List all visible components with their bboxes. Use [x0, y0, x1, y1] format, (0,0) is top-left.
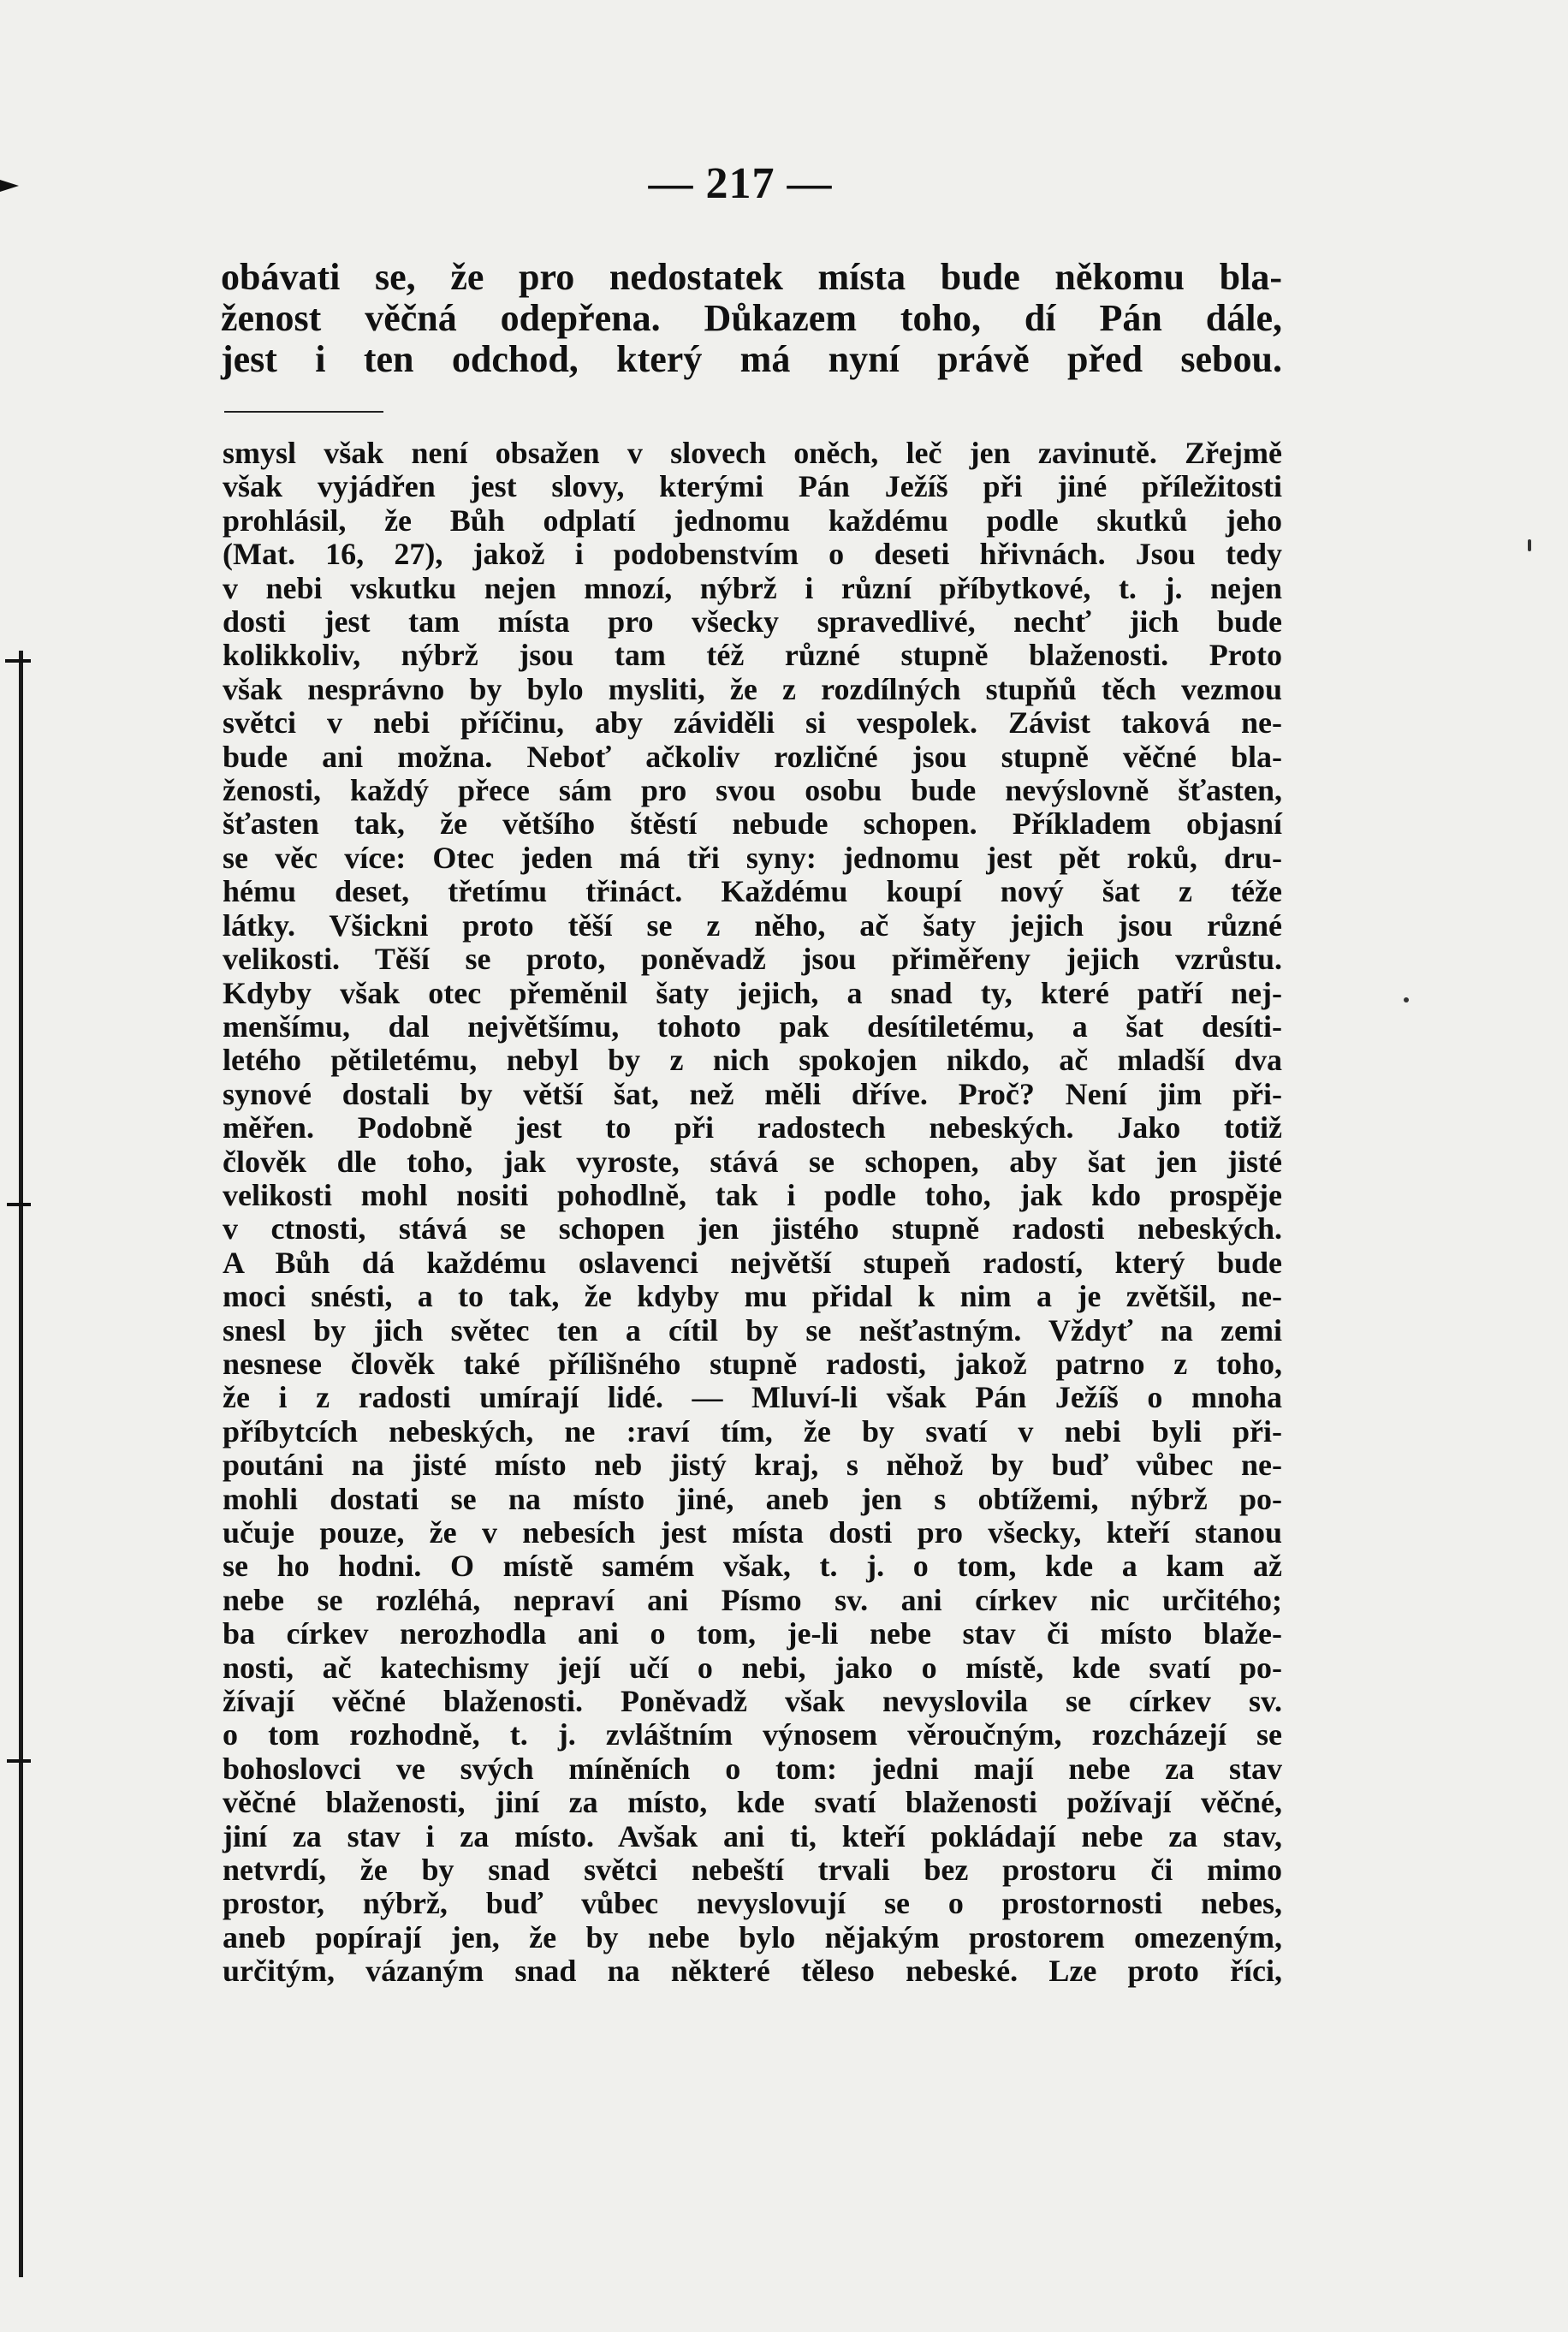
margin-tick-mark: [5, 659, 31, 663]
footnote-line: (Mat. 16, 27), jakož i podobenstvím o deseti hřivnách. Jsou tedy: [223, 537, 1282, 572]
footnote-line: netvrdí, že by snad světci nebeští trvali bez prostoru či mimo: [223, 1853, 1282, 1888]
footnote-line: šťasten tak, že většího štěstí nebude schopen. Příkladem objasní: [223, 806, 1282, 842]
footnote-line: nebe se rozléhá, nepraví ani Písmo sv. ani církev nic určitého;: [223, 1582, 1282, 1617]
footnote-line: snesl by jich světec ten a cítil by se nešťastným. Vždyť na zemi: [223, 1312, 1282, 1347]
footnote-line: bohoslovci ve svých míněních o tom: jedni mají nebe za stav: [223, 1751, 1282, 1786]
main-text: [221, 257, 1282, 380]
footnote-line: věčné blaženosti, jiní za místo, kde svatí blaženosti požívají věčné,: [223, 1785, 1282, 1820]
footnote-line: kolikkoliv, nýbrž jsou tam též různé stupně blaženosti. Proto: [223, 638, 1282, 673]
footnote-line: učuje pouze, že v nebesích jest místa dosti pro všecky, kteří stanou: [223, 1515, 1282, 1550]
footnote-line: menšímu, dal největšímu, tohoto pak desítiletému, a šat desíti-: [223, 1008, 1282, 1044]
footnote-line: velikosti. Těší se proto, poněvadž jsou přiměřeny jejich vzrůstu.: [223, 942, 1282, 977]
footnote-line: velikosti mohl nositi pohodlně, tak i podle toho, jak kdo prospěje: [223, 1177, 1282, 1212]
main-text-line: jest i ten odchod, který má nyní právě před sebou.: [221, 338, 1282, 380]
footnote-line: A Bůh dá každému oslavenci největší stupeň radostí, který bude: [223, 1245, 1282, 1280]
footnote-line: žívají věčné blaženosti. Poněvadž však nevyslovila se církev sv.: [223, 1684, 1282, 1719]
footnote-line: smysl však není obsažen v slovech oněch, leč jen zavinutě. Zřejmě: [223, 436, 1282, 470]
footnote-line: nesnese člověk také přílišného stupně radosti, jakož patrno z toho,: [223, 1346, 1282, 1381]
footnote-rule: [224, 411, 383, 413]
footnote-line: ženosti, každý přece sám pro svou osobu bude nevýslovně šťasten,: [223, 773, 1282, 808]
margin-tick-mark: [7, 1759, 31, 1763]
footnote-line: dosti jest tam místa pro všecky spravedlivé, nechť jich bude: [223, 604, 1282, 640]
main-text-line: ženost věčná odepřena. Důkazem toho, dí Pán dále,: [221, 297, 1282, 339]
footnote-line: mohli dostati se na místo jiné, aneb jen s obtížemi, nýbrž po-: [223, 1481, 1282, 1516]
footnote: [223, 437, 1282, 1989]
footnote-line: letého pětiletému, nebyl by z nich spokojen nikdo, ač mladší dva: [223, 1043, 1282, 1078]
footnote-line: Kdyby však otec přeměnil šaty jejich, a snad ty, které patří nej-: [223, 975, 1282, 1010]
binding-edge: [19, 651, 23, 2277]
footnote-line: však nesprávno by bylo mysliti, že z rozdílných stupňů těch vezmou: [223, 671, 1282, 706]
footnote-line: synové dostali by větší šat, než měli dříve. Proč? Není jim při-: [223, 1076, 1282, 1111]
footnote-line: určitým, vázaným snad na některé těleso nebeské. Lze proto říci,: [223, 1954, 1282, 1989]
footnote-line: o tom rozhodně, t. j. zvláštním výnosem věroučným, rozcházejí se: [223, 1717, 1282, 1752]
footnote-line: se ho hodni. O místě samém však, t. j. o tom, kde a kam až: [223, 1549, 1282, 1584]
footnote-line: v ctnosti, stává se schopen jen jistého stupně radosti nebeských.: [223, 1211, 1282, 1246]
footnote-line: člověk dle toho, jak vyroste, stává se schopen, aby šat jen jisté: [223, 1144, 1282, 1179]
footnote-line: aneb popírají jen, že by nebe bylo nějakým prostorem omezeným,: [223, 1919, 1282, 1954]
footnote-line: hému deset, třetímu třináct. Každému koupí nový šat z téže: [223, 874, 1282, 909]
footnote-line: nosti, ač katechismy její učí o nebi, jako o místě, kde svatí po-: [223, 1650, 1282, 1685]
page-number: — 217 —: [648, 159, 833, 208]
footnote-line: světci v nebi příčinu, aby záviděli si vespolek. Závist taková ne-: [223, 705, 1282, 741]
footnote-line: bude ani možna. Neboť ačkoliv rozličné jsou stupně věčné bla-: [223, 739, 1282, 774]
footnote-line: že i z radosti umírají lidé. — Mluví-li však Pán Ježíš o mnoha: [223, 1380, 1282, 1415]
footnote-line: prohlásil, že Bůh odplatí jednomu každému podle skutků jeho: [223, 503, 1282, 538]
footnote-line: poutáni na jisté místo neb jistý kraj, s něhož by buď vůbec ne-: [223, 1448, 1282, 1483]
footnote-line: ba církev nerozhodla ani o tom, je-li nebe stav či místo blaže-: [223, 1616, 1282, 1651]
footnote-line: látky. Všickni proto těší se z něho, ač šaty jejich jsou různé: [223, 907, 1282, 943]
footnote-line: se věc více: Otec jeden má tři syny: jednomu jest pět roků, dru-: [223, 840, 1282, 875]
footnote-line: však vyjádřen jest slovy, kterými Pán Ježíš při jiné příležitosti: [223, 469, 1282, 504]
footnote-line: v nebi vskutku nejen mnozí, nýbrž i různí příbytkové, t. j. nejen: [223, 570, 1282, 605]
margin-speck: [1404, 997, 1409, 1002]
footnote-line: prostor, nýbrž, buď vůbec nevyslovují se o prostornosti nebes,: [223, 1886, 1282, 1921]
margin-speck: [1528, 539, 1531, 551]
footnote-line: příbytcích nebeských, ne :raví tím, že by svatí v nebi byli při-: [223, 1413, 1282, 1449]
footnote-line: moci snésti, a to tak, že kdyby mu přidal k nim a je zvětšil, ne-: [223, 1279, 1282, 1314]
footnote-line: měřen. Podobně jest to při radostech nebeských. Jako totiž: [223, 1110, 1282, 1145]
footnote-line: jiní za stav i za místo. Avšak ani ti, kteří pokládají nebe za stav,: [223, 1818, 1282, 1853]
margin-tick-mark: [7, 1203, 31, 1206]
main-text-line: obávati se, že pro nedostatek místa bude někomu bla-: [221, 256, 1282, 298]
